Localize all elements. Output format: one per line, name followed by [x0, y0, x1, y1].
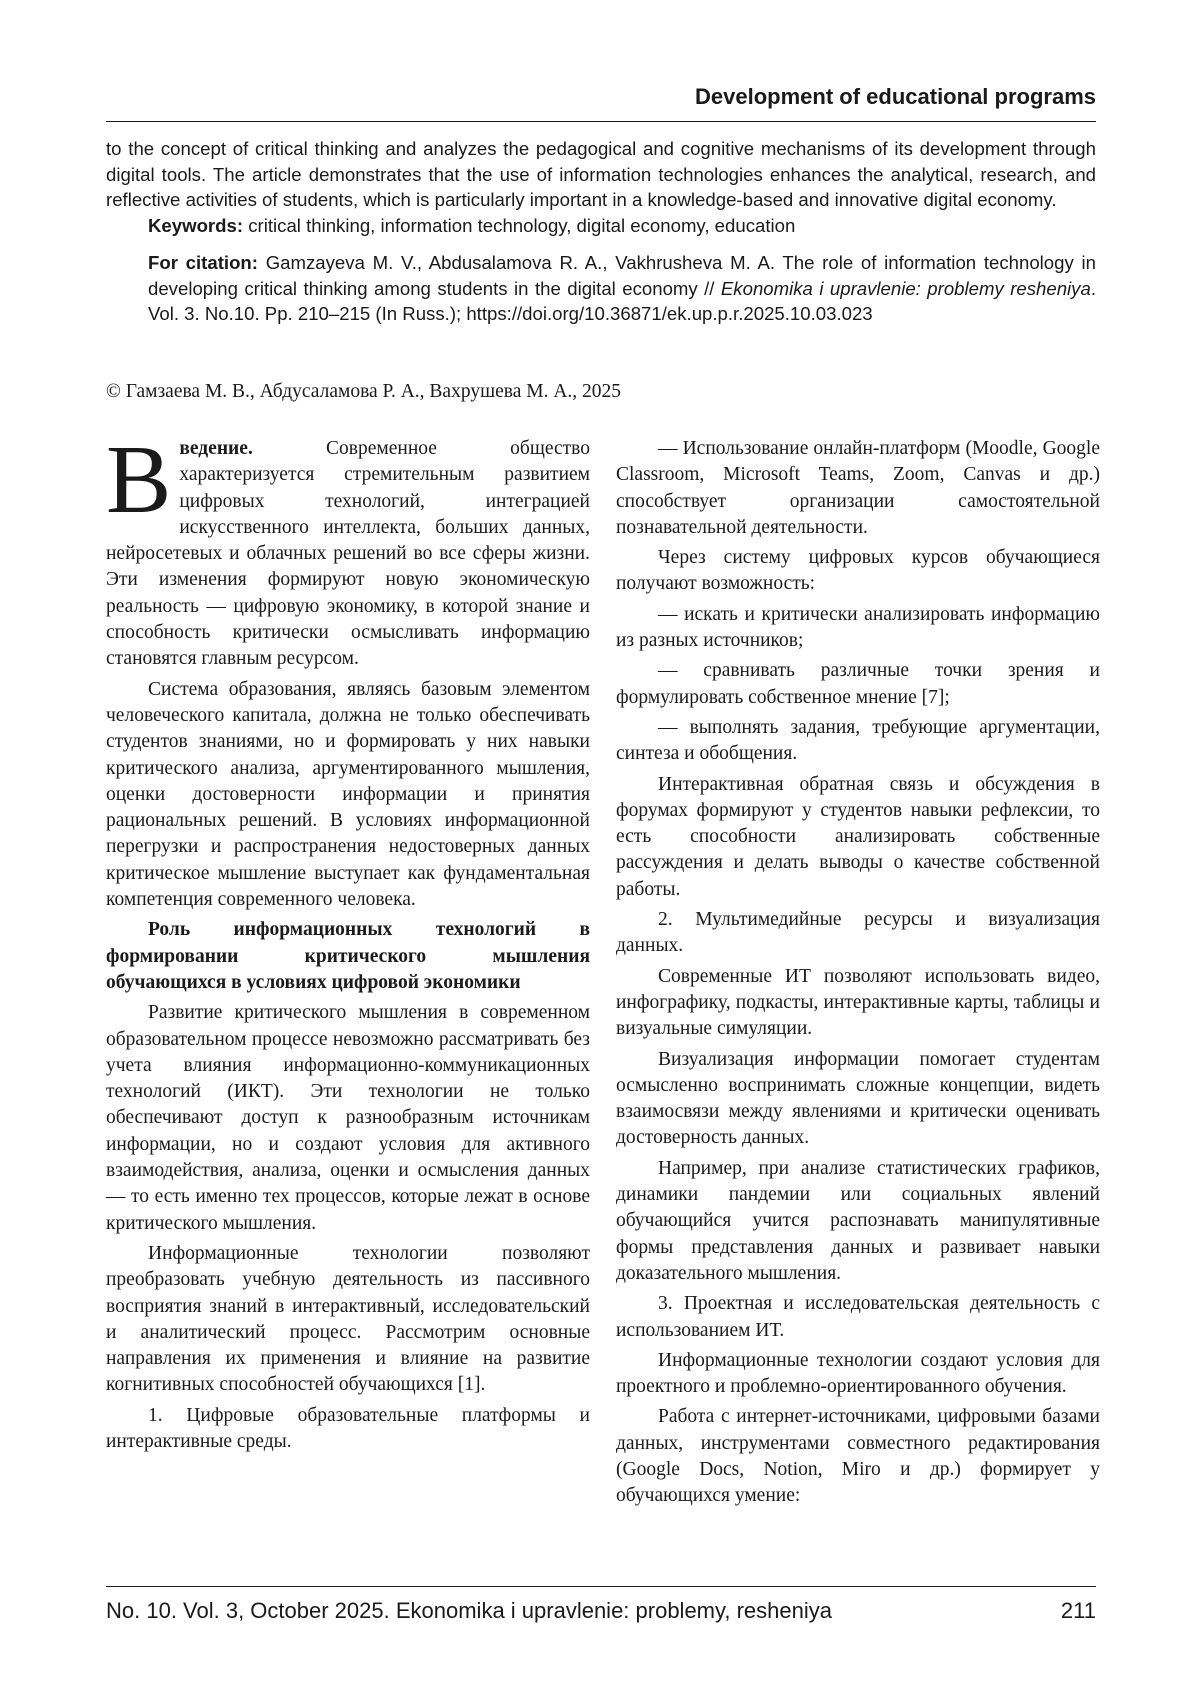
- list-item: — выполнять задания, требующие аргументации, синтеза и обобщения.: [616, 716, 1100, 765]
- journal-line: No. 10. Vol. 3, October 2025. Ekonomika i upravlenie: problemy, resheniya: [106, 1598, 832, 1623]
- paragraph: Работа с интернет-источниками, цифровыми базами данных, инструментами совместного редактирования (Google Docs, Notion, Miro и др.) формирует у обучающихся умение:: [616, 1406, 1100, 1507]
- paragraph: 3. Проектная и исследовательская деятельность с использованием ИТ.: [616, 1293, 1100, 1341]
- list-item: — сравнивать различные точки зрения и формулировать собственное мнение [7];: [616, 660, 1100, 708]
- abstract-block: [106, 136, 1096, 327]
- footer-rule: [106, 1586, 1096, 1587]
- keywords-list: critical thinking, information technology, digital economy, education: [243, 214, 796, 236]
- keywords: [106, 213, 1096, 239]
- paragraph: Интерактивная обратная связь и обсуждения в форумах формируют у студентов навыки рефлексии, то есть способности анализировать собственные рассуждения и делать выводы о качестве собственной работы.: [616, 773, 1100, 900]
- citation-label: For citation:: [148, 252, 258, 273]
- dropcap: В: [106, 426, 172, 534]
- intro-heading: ведение.: [179, 438, 253, 459]
- paragraph: Развитие критического мышления в современном образовательном процессе невозможно рассматривать без учета влияния информационно-коммуникационных технологий (ИКТ). Эти технологии не только обеспечивают доступ к разнообразным источникам информации, но и создают условия для активного взаимодействия, анализа, оценки и осмысления данных — то есть именно тех процессов, которые лежат в основе критического мышления.: [106, 1002, 590, 1234]
- page-footer: [106, 1598, 1096, 1624]
- paragraph: Например, при анализе статистических графиков, динамики пандемии или социальных явлений обучающийся учится распознавать манипулятивные формы представления данных и развивает навыки доказательного мышления.: [616, 1157, 1100, 1284]
- keywords-label: Keywords:: [148, 214, 244, 236]
- paragraph: Информационные технологии позволяют преобразовать учебную деятельность из пассивного восприятия знаний в интерактивный, исследовательский и аналитический процесс. Рассмотрим основные направления их применения и влияние на развитие когнитивных способностей обучающихся [1].: [106, 1242, 590, 1396]
- intro-text: Современное общество характеризуется стремительным развитием цифровых технологий, интеграцией искусственного интеллекта, больших данных, нейросетевых и облачных решений во все сферы жизни. Эти изменения формируют новую экономическую реальность — цифровую экономику, в которой знание и способность критически осмысливать информацию становятся главным ресурсом.: [106, 438, 590, 670]
- abstract-text: to the concept of critical thinking and analyzes the pedagogical and cognitive mechanisms of its development through digital tools. The article demonstrates that the use of information technologies enhances the analytical, research, and reflective activities of students, which is particularly important in a knowledge-based and innovative digital economy.: [106, 138, 1096, 210]
- header-rule: [106, 121, 1096, 122]
- paragraph: Информационные технологии создают условия для проектного и проблемно-ориентированного обучения.: [616, 1349, 1100, 1398]
- right-column: [616, 436, 1100, 1514]
- list-item: — Использование онлайн-платформ (Moodle, Google Classroom, Microsoft Teams, Zoom, Canvas и др.) способствует организации самостоятельной познавательной деятельности.: [616, 438, 1100, 538]
- running-title: Development of educational programs: [695, 84, 1096, 109]
- citation-text: Gamzayeva M. V., Abdusalamova R. A., Vakhrusheva M. A. The role of information technology in developing critical thinking among students in the digital economy //: [148, 252, 1096, 299]
- paragraph: Система образования, являясь базовым элементом человеческого капитала, должна не только обеспечивать студентов знаниями, но и формировать у них навыки критического анализа, аргументированного мышления, оценки достоверности информации и принятия рациональных решений. В условиях информационной перегрузки и распространения недостоверных данных критическое мышление выступает как фундаментальная компетенция современного человека.: [106, 678, 590, 911]
- left-column: [106, 426, 590, 1459]
- paragraph: Через систему цифровых курсов обучающиеся получают возможность:: [616, 547, 1100, 595]
- paragraph: 1. Цифровые образовательные платформы и интерактивные среды.: [106, 1404, 590, 1452]
- page-number: 211: [1060, 1598, 1096, 1623]
- paragraph: Визуализация информации помогает студентам осмысленно воспринимать сложные концепции, видеть взаимосвязи между явлениями и критически оценивать достоверность данных.: [616, 1048, 1100, 1149]
- citation: [106, 250, 1096, 327]
- intro-paragraph: [106, 426, 590, 673]
- paragraph: Современные ИТ позволяют использовать видео, инфографику, подкасты, интерактивные карты, таблицы и визуальные симуляции.: [616, 965, 1100, 1040]
- citation-tail: . Vol. 3. No.10. Pp. 210–215 (In Russ.); https://doi.org/10.36871/ek.up.p.r.2025.10.03.023: [148, 277, 1096, 324]
- citation-journal: Ekonomika i upravlenie: problemy resheniya: [720, 277, 1091, 299]
- copyright-line: © Гамзаева М. В., Абдусаламова Р. А., Вахрушева М. А., 2025: [106, 381, 622, 402]
- list-item: — искать и критически анализировать информацию из разных источников;: [616, 603, 1100, 652]
- section-heading: Роль информационных технологий в формировании критического мышления обучающихся в условиях цифровой экономики: [106, 919, 590, 993]
- paragraph: 2. Мультимедийные ресурсы и визуализация данных.: [616, 909, 1100, 957]
